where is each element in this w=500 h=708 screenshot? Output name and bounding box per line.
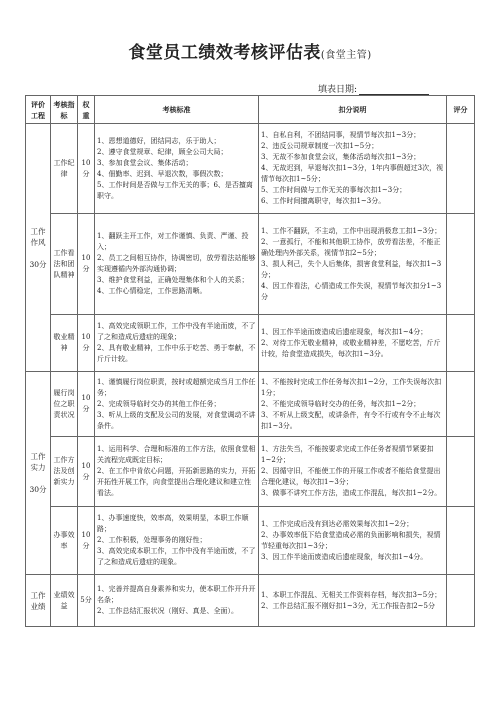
score-cell[interactable] <box>447 315 475 372</box>
weight-cell: 10分 <box>78 507 95 575</box>
table-row <box>26 214 475 315</box>
header-indicator: 考核指标 <box>51 96 78 124</box>
deduction-cell: 1、方法失当，不能按要求完成工作任务者视情节紧要扣1~2分； 2、因循守旧，不能使工作的开展工作或者不能给食堂提出合理化建议，每次扣1~3分； 3、做事不讲究工作方法，造成工作混乱，每次扣1~2分。 <box>259 437 447 507</box>
table-row <box>26 507 475 575</box>
deduction-cell: 1、不能按时完成工作任务每次扣1~2分，工作失误每次扣1分； 2、不能完成领导临时交办的任务，每次扣1~2分； 3、不听从上级支配，或讲条件，有令不行或有令不止每次扣1~3分。 <box>259 372 447 437</box>
form-title <box>0 38 500 63</box>
deduction-cell: 1、工作不翻跃，不主动，工作中出现消极怠工扣1~3分； 2、一意孤行，不能和其他职工协作，放劳看法差，不能正确处理内外部关系，视情节扣2~5分； 3、损人利己，失个人后集体，损害食堂利益，每次扣1~3分； 4、因工作看法，心情造成工作失误，视情节每次扣分1~3分 <box>259 214 447 315</box>
indicator-cell: 业绩效益 <box>51 575 78 627</box>
weight-cell: 10分 <box>78 437 95 507</box>
standard-cell: 1、运用科学、合理和标准的工作方法，依照食堂相关流程完成既定目标； 2、在工作中肯依心问题，开拓新思路的实力，开拓开拓性开展工作，向食堂提出合理化建议和建立性看法。 <box>95 437 259 507</box>
header-weight: 权重 <box>78 96 95 124</box>
section-cell <box>26 124 51 372</box>
section-score: 30分 <box>29 259 47 269</box>
section-cell <box>26 372 51 575</box>
header-row <box>26 96 475 124</box>
indicator-cell: 工作方法及创新实力 <box>51 437 78 507</box>
evaluation-table <box>25 95 475 627</box>
score-cell[interactable] <box>447 507 475 575</box>
indicator-cell: 工作纪律 <box>51 124 78 214</box>
indicator-cell: 办事效率 <box>51 507 78 575</box>
score-cell[interactable] <box>447 372 475 437</box>
header-project: 评价工程 <box>26 96 51 124</box>
deduction-cell: 1、工作完成后没有到达必需效果每次扣1~2分； 2、办事效率低下给食堂造成必需的负面影响和损失，视情节轻重每次扣1~3分； 3、因工作半途而废造成后遗症现象，每次扣1~4分。 <box>259 507 447 575</box>
deduction-cell: 1、本职工作混乱、无相关工作资料存档，每次扣3~5分； 2、工作总结汇报不刚好扣1~3分，无工作报告扣2~5分 <box>259 575 447 627</box>
indicator-cell: 履行岗位之职责状况 <box>51 372 78 437</box>
standard-cell: 1、恩想道德好，团结同志，乐于助人； 2、遵守食堂规章、纪律，顾全公司大局； 3、参加食堂会议、集体活动； 4、佃勤率、迟到、早退次数，事假次数； 5、工作时间是否做与工作无关的事；6、是否擅离职守。 <box>95 124 259 214</box>
standard-cell: 1、完善并提高自身素养和实力，使本职工作开升开名条； 2、工作总结汇报状况（刚好、真是、全面）。 <box>95 575 259 627</box>
weight-cell: 10分 <box>78 372 95 437</box>
standard-cell: 1、谨慎履行岗位职责，按时或超额完成当月工作任务； 2、完成领导临时交办的其他工作任务； 3、听从上级的支配及公司的发展，对食堂调动不讲条件。 <box>95 372 259 437</box>
weight-cell: 10分 <box>78 124 95 214</box>
standard-cell: 1、高效完成领职工作，工作中没有半途而废，不了了之和造成后遗症的现象； 2、具有敬业精神，工作中乐于吃苦、勇于奉献，不斤斤计较。 <box>95 315 259 372</box>
fill-date-label: 填表日期: <box>318 85 358 95</box>
standard-cell: 1、翻跃主开工作，对工作谨慎、负责、严谨、投入； 2、员工之间相互协作，协调密切，放劳看法站能够实现遵循内外部沟通协调； 3、维护食堂利益，正确处理集体和个人的关系；4、工作心情稳定，工作思路清晰。 <box>95 214 259 315</box>
table-row <box>26 315 475 372</box>
indicator-cell: 敬业精神 <box>51 315 78 372</box>
title-text: 食堂员工绩效考核评估表 <box>128 43 321 63</box>
header-deduction: 扣分说明 <box>259 96 447 124</box>
table-row <box>26 437 475 507</box>
header-standard: 考核标准 <box>95 96 259 124</box>
section-name: 工作实力 <box>30 452 46 472</box>
weight-cell: 5分 <box>78 575 95 627</box>
deduction-cell: 1、自私自利，不团结同事，视情节每次扣1~3分； 2、违反公司规章制度一次扣1~5分； 3、无故不参加食堂会议，集体活动每次扣1~3分； 4、无故迟到，早退每次扣1~3分，1年内事假超过3次，视情节每次扣1~5分； 5、工作时间做与工作无关的事每次扣1~3分； 6、工作时间擅离职守，每次扣1~3分。 <box>259 124 447 214</box>
score-cell[interactable] <box>447 124 475 214</box>
section-score: 30分 <box>29 485 47 494</box>
section-name: 工作业绩 <box>30 590 46 611</box>
section-name: 工作作风 <box>30 226 46 247</box>
subtitle-text: (食堂主管) <box>320 50 372 61</box>
score-cell[interactable] <box>447 437 475 507</box>
fill-date <box>318 82 429 95</box>
fill-date-line[interactable] <box>359 85 429 95</box>
deduction-cell: 1、因工作半途而废造成后遗症现象，每次扣1~4分； 2、对待工作无敬业精神，或敬业精神差，不愿吃苦，斤斤计较，给食堂造成损失，每次扣1~3分。 <box>259 315 447 372</box>
header-score: 评分 <box>447 96 475 124</box>
score-cell[interactable] <box>447 575 475 627</box>
table-row <box>26 124 475 214</box>
score-cell[interactable] <box>447 214 475 315</box>
section-cell <box>26 575 51 627</box>
weight-cell: 10分 <box>78 214 95 315</box>
indicator-cell: 工作看法和团队精神 <box>51 214 78 315</box>
table-row <box>26 575 475 627</box>
weight-cell: 10分 <box>78 315 95 372</box>
standard-cell: 1、办事速度快，效率高，效果明显，本职工作顺路； 2、工作积极，处理事务的刚好性； 3、高效完成本职工作，工作中没有半途而废，不了了之和造成后遗症的现象。 <box>95 507 259 575</box>
table-row <box>26 372 475 437</box>
